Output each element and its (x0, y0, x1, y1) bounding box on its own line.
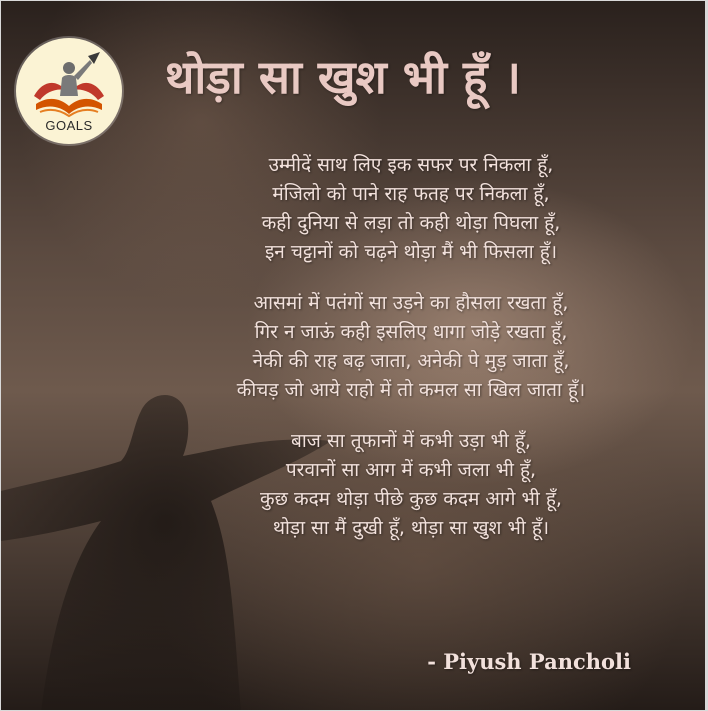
poem-line: कही दुनिया से लड़ा तो कही थोड़ा पिघला हूँ, (261, 212, 561, 234)
poem-line: परवानों सा आग में कभी जला भी हूँ, (285, 459, 537, 481)
poem-line: उम्मीदें साथ लिए इक सफर पर निकला हूँ, (268, 154, 554, 176)
stanza-2 (131, 289, 691, 405)
poem-line: इन चट्टानों को चढ़ने थोड़ा मैं भी फिसला हूँ। (264, 241, 558, 263)
poem-line: मंजिलो को पाने राह फतह पर निकला हूँ, (272, 183, 550, 205)
poem-line: कीचड़ जो आये राहो में तो कमल सा खिल जाता हूँ। (236, 379, 586, 401)
poem-title: थोड़ा सा खुश भी हूँ । (165, 50, 521, 104)
goals-logo (16, 38, 122, 144)
poem-line: बाज सा तूफानों में कभी उड़ा भी हूँ, (291, 430, 531, 452)
author-credit: - Piyush Pancholi (427, 649, 631, 674)
poem-line: आसमां में पतंगों सा उड़ने का हौसला रखता हूँ, (253, 292, 569, 314)
poem-line: थोड़ा सा मैं दुखी हूँ, थोड़ा सा खुश भी हूँ। (272, 517, 550, 539)
poem-line: गिर न जाऊं कही इसलिए धागा जोड़े रखता हूँ, (254, 321, 568, 343)
stanza-1 (131, 151, 691, 267)
poem-line: कुछ कदम थोड़ा पीछे कुछ कदम आगे भी हूँ, (260, 488, 562, 510)
logo-label: GOALS (45, 118, 93, 133)
poem-line: नेकी की राह बढ़ जाता, अनेकी पे मुड़ जाता हूँ, (252, 350, 570, 372)
poem-body (131, 151, 691, 565)
stanza-3 (131, 427, 691, 543)
